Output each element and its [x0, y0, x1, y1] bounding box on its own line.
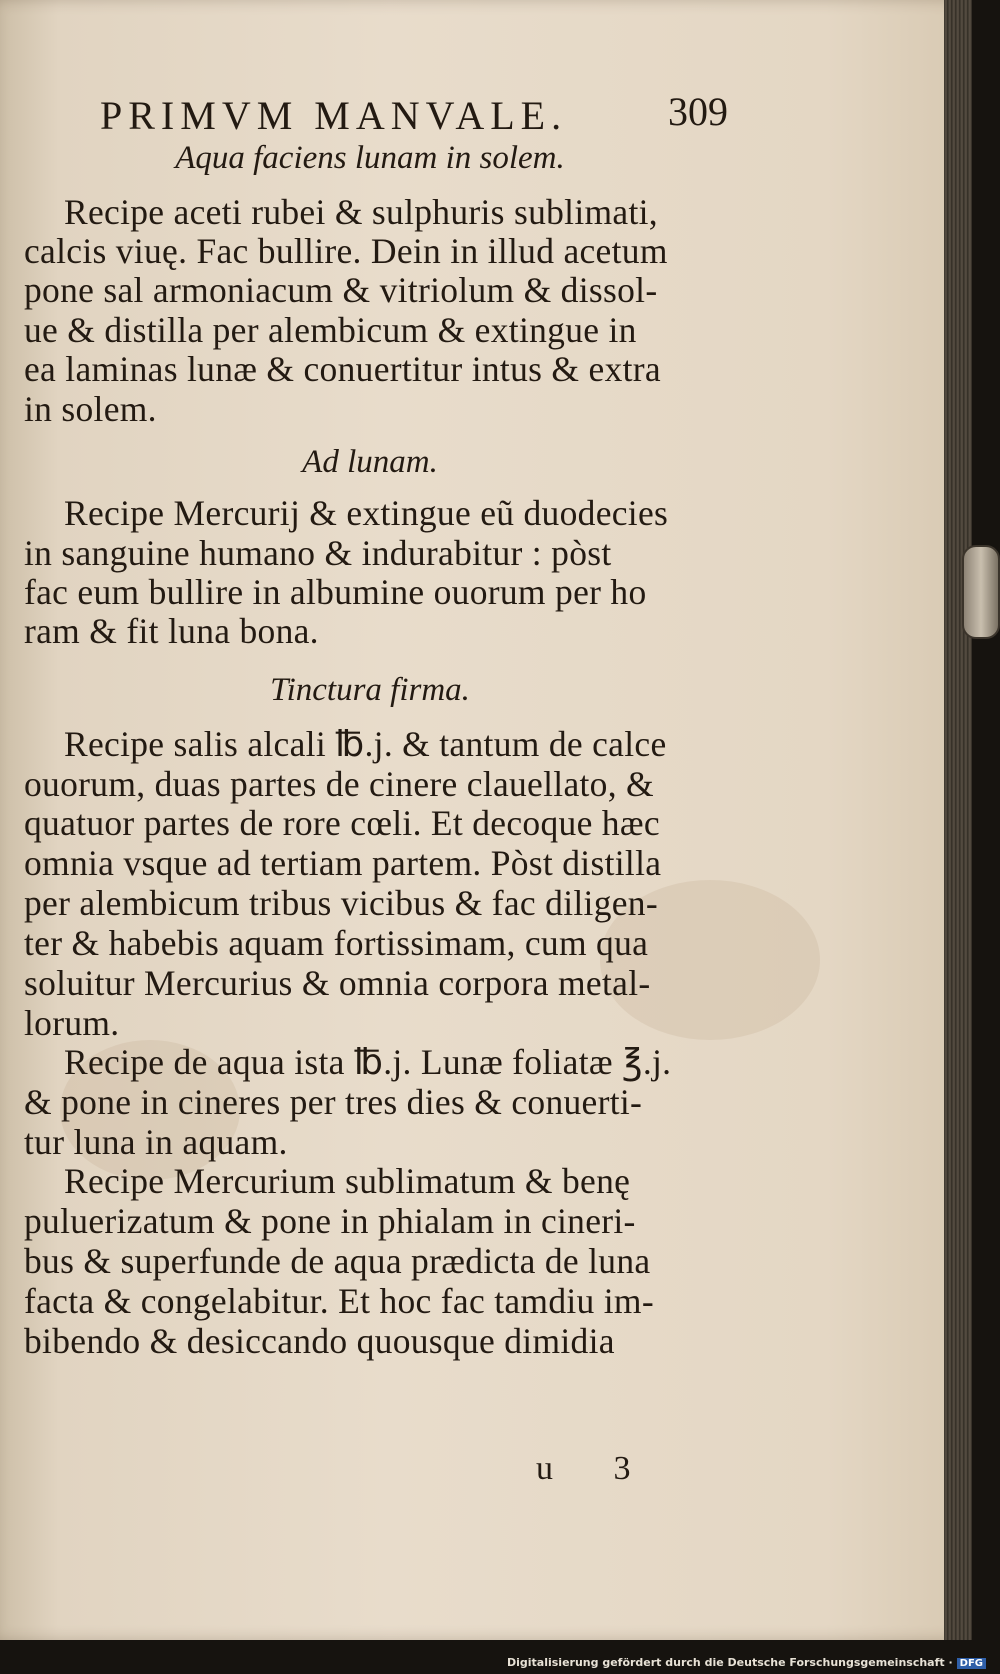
book-clasp: [962, 545, 1000, 639]
text-line: per alembicum tribus vicibus & fac diligen-: [24, 883, 658, 923]
section-heading: Tinctura firma.: [270, 672, 470, 708]
text-line: Recipe aceti rubei & sulphuris sublimati,: [64, 192, 658, 232]
text-line: & pone in cineres per tres dies & conuerti-: [24, 1082, 643, 1122]
running-header: PRIMVM MANVALE.: [100, 93, 568, 138]
text-line: pone sal armoniacum & vitriolum & dissol-: [24, 270, 658, 310]
text-line: Recipe Mercurij & extingue eũ duodecies: [64, 493, 669, 533]
digitization-credit: [507, 1656, 986, 1669]
credit-text: Digitalisierung gefördert durch die Deutsche Forschungsgemeinschaft ·: [506, 1656, 953, 1669]
text-line: ue & distilla per alembicum & extingue in: [24, 310, 637, 350]
text-line: Recipe de aqua ista ℔.j. Lunæ foliatæ ℥.j.: [64, 1042, 672, 1082]
text-line: in solem.: [24, 389, 157, 429]
text-line: Recipe salis alcali ℔.j. & tantum de calce: [64, 724, 667, 764]
text-line: puluerizatum & pone in phialam in cineri-: [24, 1201, 636, 1241]
signature-mark: u 3: [536, 1450, 657, 1487]
text-line: bus & superfunde de aqua prædicta de luna: [24, 1241, 651, 1281]
text-line: soluitur Mercurius & omnia corpora metal-: [24, 963, 651, 1003]
text-line: ouorum, duas partes de cinere clauellato, &: [24, 764, 654, 804]
section-heading: Aqua faciens lunam in solem.: [175, 140, 565, 176]
text-line: facta & congelabitur. Et hoc fac tamdiu im-: [24, 1281, 654, 1321]
text-line: in sanguine humano & indurabitur : pòst: [24, 533, 612, 573]
dfg-logo: DFG: [957, 1658, 986, 1669]
text-line: lorum.: [24, 1003, 120, 1043]
text-line: quatuor partes de rore cœli. Et decoque hæc: [24, 803, 660, 843]
text-line: ram & fit luna bona.: [24, 611, 319, 651]
section-heading: Ad lunam.: [302, 444, 438, 480]
text-line: calcis viuę. Fac bullire. Dein in illud acetum: [24, 231, 668, 271]
page-number: 309: [668, 89, 728, 134]
text-line: Recipe Mercurium sublimatum & benę: [64, 1161, 631, 1201]
text-line: ter & habebis aquam fortissimam, cum qua: [24, 923, 649, 963]
book-fore-edge: [944, 0, 972, 1640]
text-line: bibendo & desiccando quousque dimidia: [24, 1321, 615, 1361]
text-line: omnia vsque ad tertiam partem. Pòst distilla: [24, 843, 662, 883]
text-line: tur luna in aquam.: [24, 1122, 288, 1162]
text-line: ea laminas lunæ & conuertitur intus & extra: [24, 349, 661, 389]
text-line: fac eum bullire in albumine ouorum per ho: [24, 572, 647, 612]
